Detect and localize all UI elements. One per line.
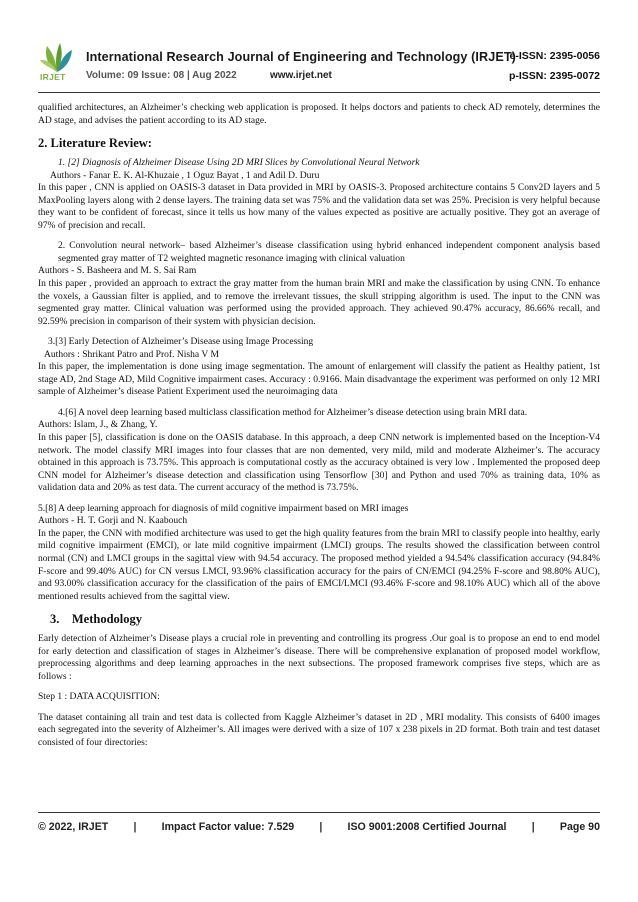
iso-certification: ISO 9001:2008 Certified Journal <box>347 821 507 833</box>
literature-review-heading: 2. Literature Review: <box>38 136 152 151</box>
page-number: Page 90 <box>559 821 600 833</box>
ref5-body: In the paper, the CNN with modified architecture was used to get the high quality features from the brain MRI to classify people into healthy, early mild cognitive impairment (EMCI), or late mild cognitive impairment (LMCI) groups. The results showed the classification between control normal (CN) and LMCI groups in the sagittal view with 94.54 accuracy. The proposed method yielded a 94.54% classification accuracy (94.84% F-score and 99.40% AUC) for CN versus LMCI, 93.96% classification accuracy for the pairs of CN/EMCI (94.25% F-score and 98.80% AUC), and 93.00% classification accuracy for the classification of the pairs of EMCI/LMCI (93.46% F-score and 98.10% AUC) which all of the above mentioned results achieved from the sagittal view. <box>38 527 600 602</box>
footer-divider <box>38 812 600 813</box>
copyright-notice: © 2022, IRJET <box>38 821 109 833</box>
footer-separator: | <box>319 821 323 833</box>
ref1-title: 1. [2] Diagnosis of Alzheimer Disease Using 2D MRI Slices by Convolutional Neural Network <box>58 157 420 169</box>
volume-info: Volume: 09 Issue: 08 | Aug 2022 <box>86 70 237 81</box>
ref5-authors: Authors - H. T. Gorji and N. Kaabouch <box>38 515 188 527</box>
leaf-logo-icon <box>38 40 76 74</box>
journal-title: International Research Journal of Engineering and Technology (IRJET) <box>86 50 516 64</box>
pissn-label: p-ISSN: 2395-0072 <box>508 70 600 82</box>
ref2-authors: Authors - S. Basheera and M. S. Sai Ram <box>38 265 197 277</box>
page-footer <box>38 819 600 835</box>
impact-factor: Impact Factor value: 7.529 <box>161 821 295 833</box>
footer-separator: | <box>133 821 137 833</box>
footer-separator: | <box>531 821 535 833</box>
methodology-body: Early detection of Alzheimer’s Disease plays a crucial role in preventing and controlling its progress .Our goal is to propose an end to end model for early detection and classification of stages in Alzheimer’s disease. There will be comprehensive explanation of proposed model workflow, preprocessing algorithms and deep learning approaches in the next subsections. The proposed framework comprises five steps, which are as follows : <box>38 633 600 682</box>
irjet-logo <box>38 40 76 86</box>
page-body <box>38 102 600 750</box>
ref5-title: 5.[8] A deep learning approach for diagnosis of mild cognitive impairment based on MRI images <box>38 502 409 514</box>
ref3-authors: Authors : Shrikant Patro and Prof. Nisha V M <box>44 348 219 360</box>
eissn-label: e-ISSN: 2395-0056 <box>509 50 600 62</box>
ref4-body: In this paper [5], classification is done on the OASIS database. In this approach, a deep CNN network is implemented based on the Inception-V4 network. The model classify MRI images into four classes that are non demented, very mild, mild and moderate Alzheimer’s. The accuracy obtained in this approach is 73.75%. This approach is computational costly as the accuracy obtained is very low . Implemented the proposed deep CNN model for Alzheimer’s disease detection and classification using Tensorflow [30] and Python and used 70% as training data, 10% as validation data and 20% as test data. The current accuracy of the method is 73.75%. <box>38 432 600 494</box>
ref1-authors: Authors - Fanar E. K. Al-Khuzaie , 1 Oguz Bayat , 1 and Adil D. Duru <box>50 169 320 181</box>
ref4-authors: Authors: Islam, J., & Zhang, Y. <box>38 419 158 431</box>
step1-body: The dataset containing all train and test data is collected from Kaggle Alzheimer’s dataset in 2D , MRI modality. This consists of 6400 images each segregated into the severity of Alzheimer’s. All images were derived with a size of 107 x 238 pixels in 2D format. Both train and test dataset consisted of four directories: <box>38 711 600 748</box>
ref3-body: In this paper, the implementation is done using image segmentation. The amount of enlargement will classify the patient as Healthy patient, 1st stage AD, 2nd Stage AD, Mild Cognitive impairment cases. Accuracy : 0.9166. Main disadvantage the experiment was performed on only 12 MRI sample of Alzheimer’s disease Patient Experiment used the neuroimaging data <box>38 361 600 398</box>
ref3-title: 3.[3] Early Detection of Alzheimer’s Disease using Image Processing <box>48 336 314 348</box>
step1-heading: Step 1 : DATA ACQUISITION: <box>38 691 160 703</box>
page-header <box>38 40 600 90</box>
header-divider <box>38 92 600 93</box>
methodology-heading: 3. Methodology <box>50 612 143 627</box>
ref4-title: 4.[6] A novel deep learning based multiclass classification method for Alzheimer’s disease detection using brain MRI data. <box>58 406 528 418</box>
intro-paragraph: qualified architectures, an Alzheimer’s checking web application is proposed. It helps doctors and patients to check AD remotely, determines the AD stage, and advises the patient according to its AD stage. <box>38 102 600 126</box>
journal-website-link[interactable]: www.irjet.net <box>270 70 332 81</box>
ref2-title: 2. Convolution neural network– based Alzheimer’s disease classification using hybrid enhanced independent component analysis based segmented gray matter of T2 weighted magnetic resonance imaging with clinical valuation <box>58 240 600 264</box>
ref2-body: In this paper , provided an approach to extract the gray matter from the human brain MRI and make the classification by using CNN. To enhance the voxels, a Gaussian filter is applied, and to remove the irrelevant tissues, the skull stripping algorithm is used. The input to the CNN was segmented gray matter. Clinical valuation was performed using the provided approach. They achieved 90.47% accuracy, 86.66% recall, and 92.59% precision in comparison of their system with physician decision. <box>38 278 600 327</box>
logo-wordmark: IRJET <box>40 72 66 82</box>
ref1-body: In this paper , CNN is applied on OASIS-3 dataset in Data provided in MRI by OASIS-3. Proposed architecture contains 5 Conv2D layers and 5 MaxPooling layers along with 2 dense layers. The training data set was 75% and the validation data set was 25%. Precision is very helpful because they want to be confident of forecast, since it tells us how many of the values expected as positive are actually positive. They got an average of 97% of precision and recall. <box>38 182 600 231</box>
